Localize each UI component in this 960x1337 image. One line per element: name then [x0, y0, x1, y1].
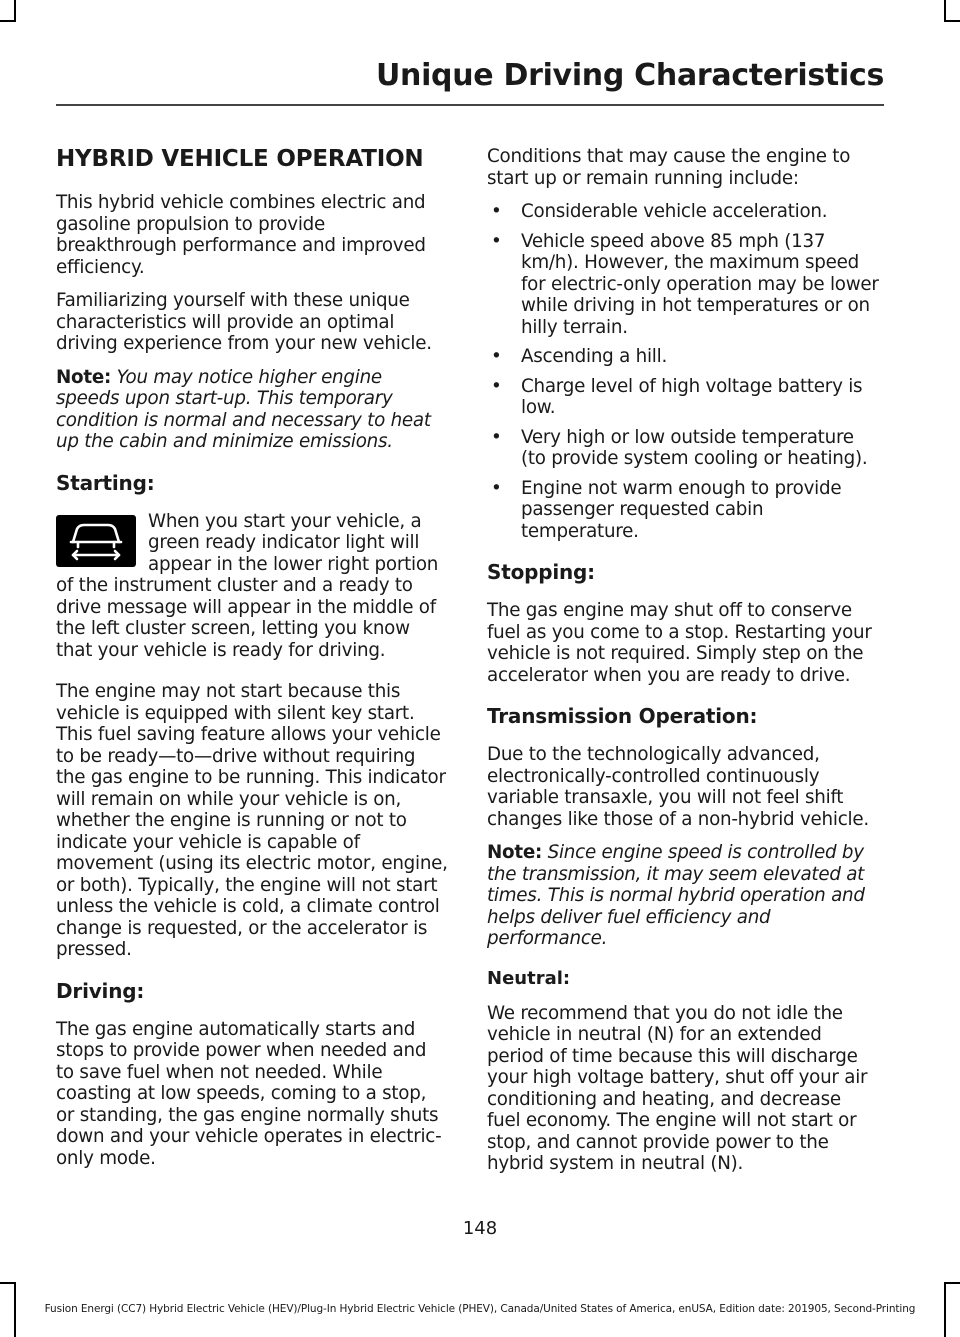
- starting-heading: Starting:: [56, 470, 155, 495]
- crop-mark-bottom-right-h: [944, 1282, 960, 1284]
- ready-to-drive-indicator-icon: [56, 515, 136, 567]
- note-label: Note:: [56, 366, 112, 388]
- transmission-heading: Transmission Operation:: [487, 704, 758, 728]
- driving-heading: Driving:: [56, 978, 145, 1003]
- list-item: • Charge level of high voltage battery is low.: [487, 376, 879, 419]
- right-column: [487, 146, 879, 1187]
- page-number: 148: [462, 1218, 498, 1239]
- left-column: [56, 146, 448, 1181]
- list-item: • Considerable vehicle acceleration.: [487, 201, 879, 223]
- starting-section: [56, 511, 448, 674]
- stopping-heading: Stopping:: [487, 560, 595, 584]
- crop-mark-top-right-v: [944, 0, 946, 22]
- neutral-heading: Neutral:: [487, 967, 571, 989]
- conditions-list: [487, 201, 879, 542]
- neutral-paragraph: We recommend that you do not idle the vehicle in neutral (N) for an extended period of time because this will discharge your high voltage battery, shut off your air conditioning and heating, and decrease fuel economy. The engine will not start or stop, and cannot provide power to the hybrid system in neutral (N).: [487, 1002, 868, 1174]
- note-text: Since engine speed is controlled by the transmission, it may seem elevated at times. This is normal hybrid operation and helps deliver fuel efficiency and performance.: [487, 842, 865, 949]
- crop-mark-top-left-v: [14, 0, 16, 22]
- page-header-title: Unique Driving Characteristics: [375, 58, 884, 93]
- list-item: • Vehicle speed above 85 mph (137 km/h). However, the maximum speed for electric-only operation may be lower while driving in hot temperatures or on hilly terrain.: [487, 231, 879, 339]
- transmission-note: [487, 842, 879, 950]
- crop-mark-bottom-left-h: [0, 1282, 16, 1284]
- note-label: Note:: [487, 842, 543, 863]
- list-item: • Very high or low outside temperature (to provide system cooling or heating).: [487, 427, 879, 470]
- starting-paragraph-1: When you start your vehicle, a green ready indicator light will appear in the lower right portion of the instrument cluster and a ready to drive message will appear in the middle of the left cluster screen, letting you know that your vehicle is ready for driving.: [56, 510, 439, 661]
- section-title: HYBRID VEHICLE OPERATION: [56, 146, 424, 172]
- list-item: • Ascending a hill.: [487, 346, 879, 368]
- note-text: You may notice higher engine speeds upon start-up. This temporary condition is normal and necessary to heat up the cabin and minimize emissions.: [56, 366, 431, 452]
- transmission-paragraph: Due to the technologically advanced, electronically-controlled continuously variable transaxle, you will not feel shift changes like those of a non-hybrid vehicle.: [487, 744, 869, 830]
- intro-paragraph-2: Familiarizing yourself with these unique characteristics will provide an optimal driving experience from your new vehicle.: [56, 290, 432, 354]
- list-item: • Engine not warm enough to provide passenger requested cabin temperature.: [487, 478, 879, 543]
- driving-paragraph: The gas engine automatically starts and stops to provide power when needed and to save fuel when not needed. While coasting at low speeds, coming to a stop, or standing, the gas engine normally shuts down and your vehicle operates in electric-only mode.: [56, 1018, 442, 1169]
- intro-paragraph-1: This hybrid vehicle combines electric and gasoline propulsion to provide breakthrough performance and improved efficiency.: [56, 192, 426, 278]
- crop-mark-top-left-h: [0, 20, 16, 22]
- startup-note: [56, 367, 448, 453]
- footer-edition-info: Fusion Energi (CC7) Hybrid Electric Vehicle (HEV)/Plug-In Hybrid Electric Vehicle (PHEV), Canada/United States of America, enUSA, Edition date: 201905, Second-Printing: [44, 1303, 916, 1315]
- header-divider: [56, 104, 884, 106]
- conditions-intro: Conditions that may cause the engine to start up or remain running include:: [487, 146, 851, 189]
- crop-mark-top-right-h: [944, 20, 960, 22]
- stopping-paragraph: The gas engine may shut off to conserve fuel as you come to a stop. Restarting your vehicle is not required. Simply step on the accelerator when you are ready to drive.: [487, 600, 872, 686]
- starting-paragraph-2: The engine may not start because this vehicle is equipped with silent key start. This fuel saving feature allows your vehicle to be ready—to—drive without requiring the gas engine to be running. This indicator will remain on while your vehicle is on, whether the engine is running or not to indicate your vehicle is capable of movement (using its electric motor, engine, or both). Typically, the engine will not start unless the vehicle is cold, a climate control change is requested, or the accelerator is pressed.: [56, 681, 448, 960]
